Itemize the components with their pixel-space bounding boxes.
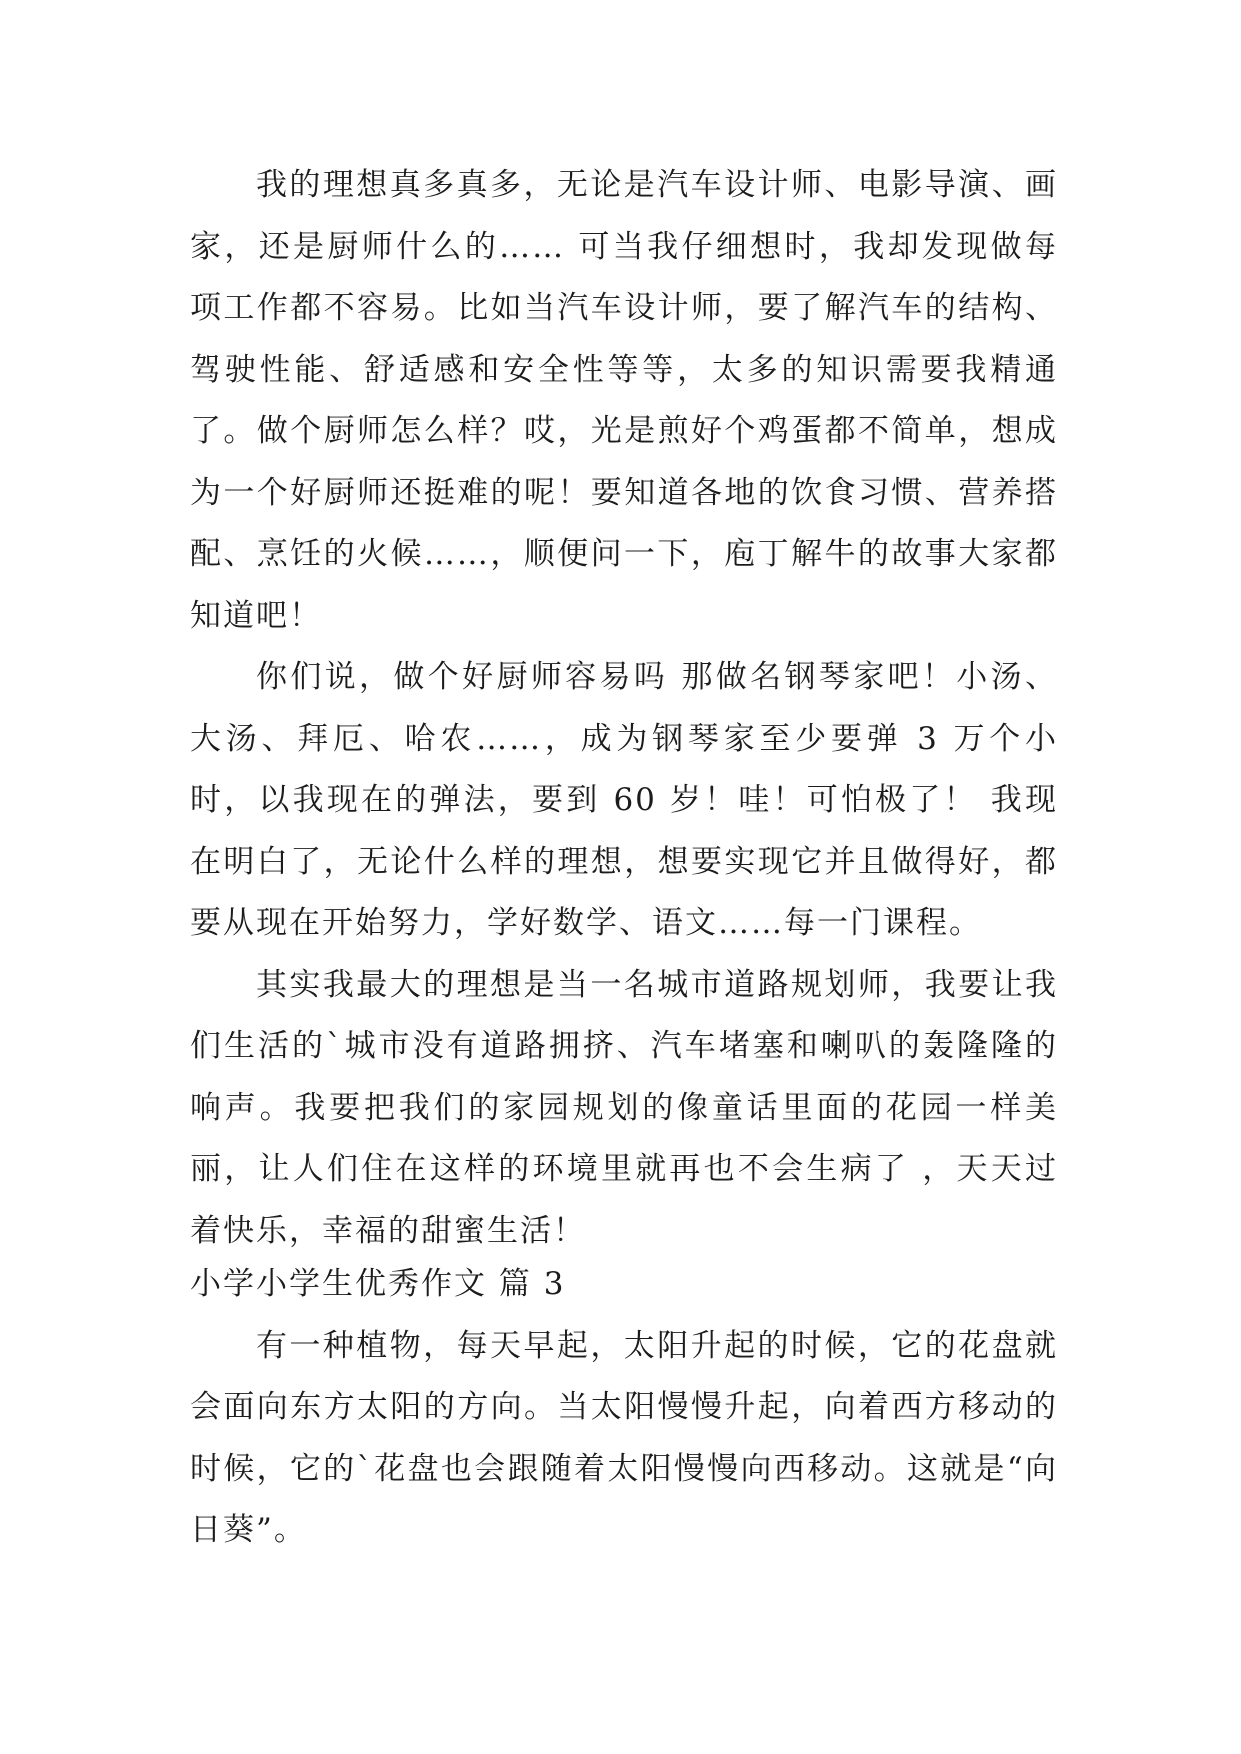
- paragraph-sunflower: 有一种植物，每天早起，太阳升起的时候，它的花盘就会面向东方太阳的方向。当太阳慢慢升起，向着西方移动的时候，它的`花盘也会跟随着太阳慢慢向西移动。这就是“向日葵”。: [190, 1327, 1058, 1548]
- essay-body-part-2: [190, 1254, 1058, 1562]
- section-heading: 小学小学生优秀作文 篇 3: [190, 1266, 566, 1302]
- paragraph-ideals: 我的理想真多真多，无论是汽车设计师、电影导演、画家，还是厨师什么的…… 可当我仔细想时，我却发现做每项工作都不容易。比如当汽车设计师，要了解汽车的结构、驾驶性能、舒适感和安全性等等，太多的知识需要我精通了。做个厨师怎么样？哎，光是煎好个鸡蛋都不简单，想成为一个好厨师还挺难的呢！要知道各地的饮食习惯、营养搭配、烹饪的火候……，顺便问一下，庖丁解牛的故事大家都知道吧！: [190, 167, 1058, 634]
- paragraph-city-planner: 其实我最大的理想是当一名城市道路规划师，我要让我们生活的`城市没有道路拥挤、汽车堵塞和喇叭的轰隆隆的响声。我要把我们的家园规划的像童话里面的花园一样美丽，让人们住在这样的环境里就再也不会生病了 ，天天过着快乐，幸福的甜蜜生活！: [190, 966, 1058, 1249]
- paragraph-pianist: 你们说，做个好厨师容易吗 那做名钢琴家吧！小汤、大汤、拜厄、哈农……，成为钢琴家至少要弹 3 万个小时，以我现在的弹法，要到 60 岁！哇！可怕极了！ 我现在明白了，无论什么样的理想，想要实现它并且做得好，都要从现在开始努力，学好数学、语文……每一门课程。: [190, 659, 1058, 941]
- essay-body-part-1: [190, 155, 1058, 1262]
